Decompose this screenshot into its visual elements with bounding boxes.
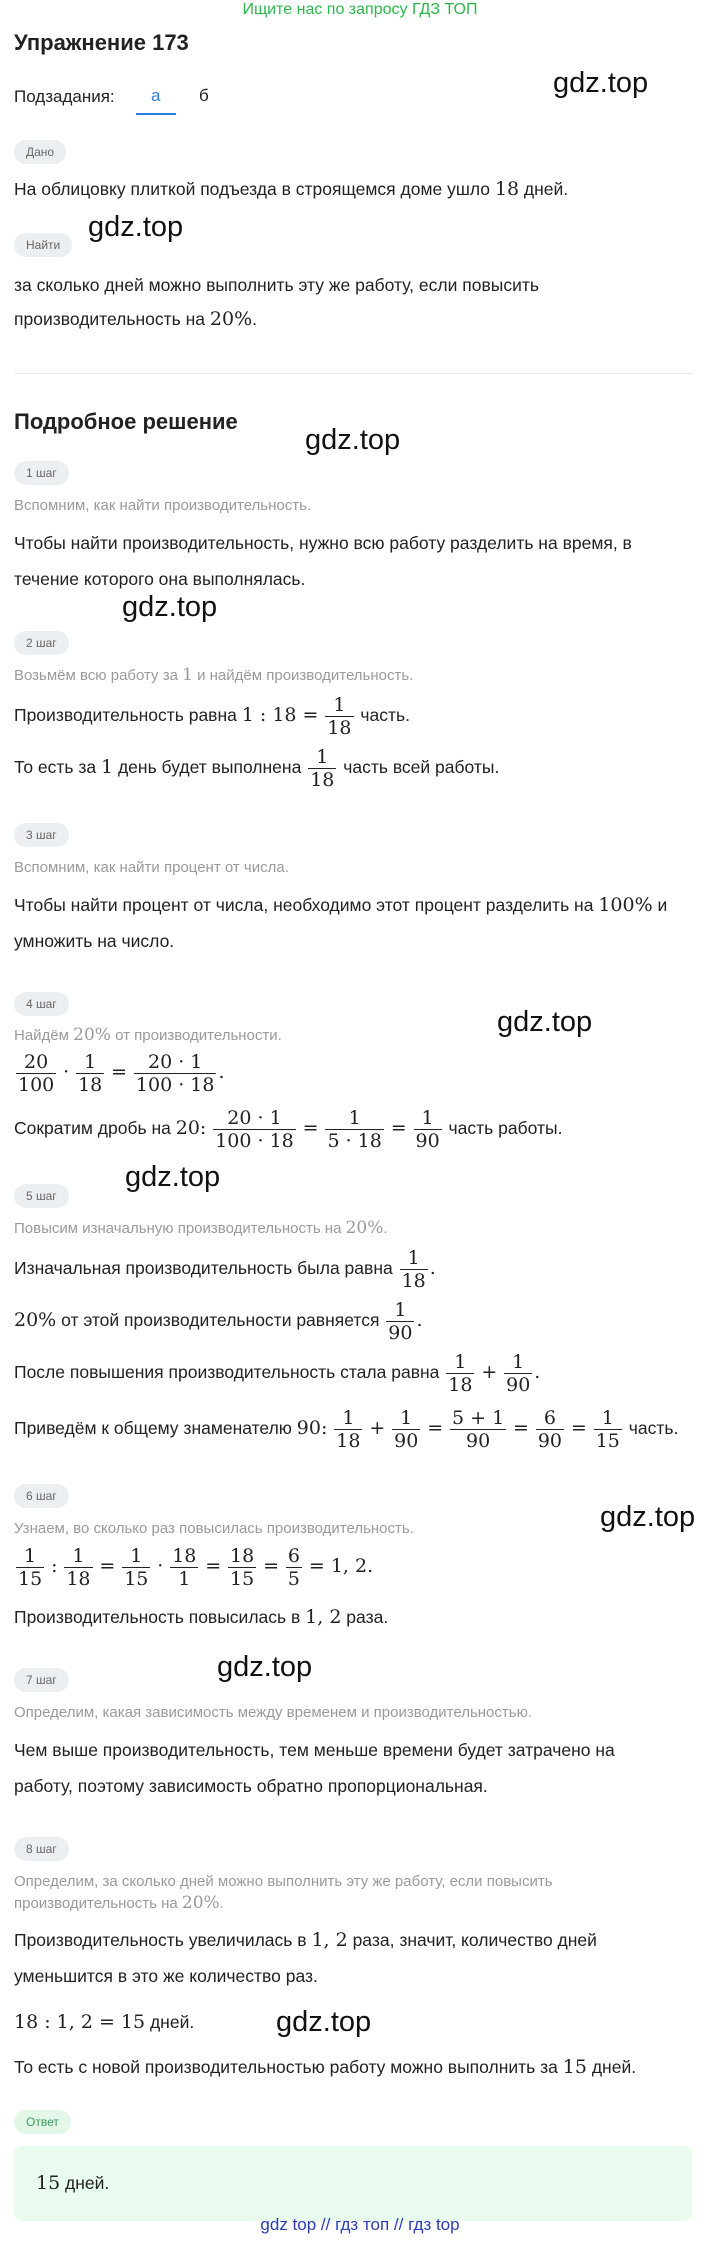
- step-chip: 4 шаг: [14, 992, 69, 1016]
- fraction: $\frac{1}{90}$: [506, 1351, 531, 1396]
- given-text: На облицовку плиткой подъезда в строящемся доме ушло 18 дней.: [14, 178, 569, 200]
- step-text: Чтобы найти процент от числа, необходимо этот процент разделить на 100% и: [14, 894, 668, 916]
- step-text: Сократим дробь на 20: $\frac{20 \cdot 1}{100 \cdot 18}$ = $\frac{1}{5 \cdot 18}$ = $\frac{1}{90}$ часть работы.: [14, 1107, 563, 1152]
- step-text: То есть с новой производительностью работу можно выполнить за 15 дней.: [14, 2056, 637, 2078]
- step-text: Производительность увеличилась в 1, 2 раза, значит, количество дней: [14, 1929, 597, 1951]
- fraction: $\frac{1}{18}$: [401, 1247, 426, 1292]
- watermark: gdz.top: [122, 591, 218, 623]
- step-hint: Вспомним, как найти процент от числа.: [14, 859, 289, 876]
- step-chip: 2 шаг: [14, 631, 69, 655]
- step-chip: 8 шаг: [14, 1837, 69, 1861]
- watermark: gdz.top: [88, 211, 184, 243]
- step-text: течение которого она выполнялась.: [14, 569, 306, 589]
- tab-a[interactable]: а: [151, 86, 161, 105]
- step-text: работу, поэтому зависимость обратно пропорциональная.: [14, 1776, 488, 1796]
- step-text: Производительность повысилась в 1, 2 раза.: [14, 1606, 389, 1628]
- fraction: $\frac{6}{90}$: [537, 1407, 563, 1452]
- watermark: gdz.top: [217, 1651, 313, 1683]
- step-text: Изначальная производительность была равна $\frac{1}{18}$ .: [14, 1247, 436, 1292]
- step-hint: Вспомним, как найти производительность.: [14, 497, 312, 514]
- step-text: Производительность равна 1 : 18 = $\frac{1}{18}$ часть.: [14, 694, 410, 739]
- step-chip: 5 шаг: [14, 1184, 69, 1208]
- fraction: $\frac{20}{100}$: [18, 1051, 55, 1096]
- find-chip: Найти: [14, 233, 72, 257]
- fraction: $\frac{1}{18}$: [78, 1051, 103, 1096]
- step-text: Чтобы найти производительность, нужно всю работу разделить на время, в: [14, 533, 632, 553]
- solution-title: Подробное решение: [14, 409, 238, 434]
- step-hint: Определим, какая зависимость между временем и производительностью.: [14, 1704, 532, 1721]
- step-chip: 1 шаг: [14, 461, 69, 485]
- fraction: $\frac{1}{15}$: [124, 1545, 149, 1590]
- subtasks-label: Подзадания:: [14, 87, 115, 106]
- fraction: $\frac{1}{18}$: [66, 1545, 91, 1590]
- step-hint: Определим, за сколько дней можно выполнить эту же работу, если повысить: [14, 1873, 553, 1890]
- find-text-line2: производительность на 20%.: [14, 308, 257, 330]
- fraction: $\frac{1}{90}$: [415, 1107, 440, 1152]
- step-text: 20% от этой производительности равняется $\frac{1}{90}$ .: [14, 1299, 423, 1344]
- fraction: $\frac{18}{15}$: [230, 1545, 255, 1590]
- step-hint: производительность на 20%.: [14, 1893, 224, 1913]
- step-text: 18 : 1, 2 = 15 дней.: [14, 2011, 195, 2033]
- step-text: То есть за 1 день будет выполнена $\frac{1}{18}$ часть всей работы.: [14, 746, 500, 791]
- fraction: $\frac{1}{18}$: [327, 694, 352, 739]
- step-hint: Узнаем, во сколько раз повысилась производительность.: [14, 1520, 414, 1537]
- fraction: $\frac{1}{15}$: [595, 1407, 620, 1452]
- fraction: $\frac{6}{5}$: [287, 1545, 300, 1590]
- fraction: $\frac{1}{90}$: [388, 1299, 413, 1344]
- answer-box: [14, 2146, 692, 2221]
- top-banner[interactable]: Ищите нас по запросу ГДЗ ТОП: [242, 1, 478, 18]
- step-text: После повышения производительность стала равна $\frac{1}{18}$ + $\frac{1}{90}$ .: [14, 1351, 541, 1396]
- fraction: $\frac{1}{5 \cdot 18}$: [327, 1107, 382, 1152]
- step-hint: Повысим изначальную производительность на 20%.: [14, 1218, 388, 1238]
- answer-text: 15 дней.: [36, 2172, 110, 2194]
- fraction: $\frac{1}{18}$: [448, 1351, 473, 1396]
- step-hint: Найдём 20% от производительности.: [14, 1025, 282, 1045]
- watermark: gdz.top: [276, 2006, 372, 2038]
- fraction: $\frac{20 \cdot 1}{100 \cdot 18}$: [215, 1107, 294, 1152]
- footer-links[interactable]: gdz top // гдз топ // гдз top: [260, 2215, 460, 2234]
- fraction: $\frac{1}{90}$: [394, 1407, 419, 1452]
- tab-active-indicator: [136, 113, 176, 115]
- page-title: Упражнение 173: [14, 30, 189, 55]
- step-chip: 7 шаг: [14, 1668, 69, 1692]
- find-text-line1: за сколько дней можно выполнить эту же работу, если повысить: [14, 275, 539, 295]
- answer-chip: Ответ: [14, 2110, 71, 2134]
- fraction: $\frac{5 + 1}{90}$: [451, 1407, 505, 1452]
- watermark: gdz.top: [600, 1501, 696, 1533]
- watermark: gdz.top: [497, 1006, 593, 1038]
- watermark: gdz.top: [125, 1161, 221, 1193]
- divider: [14, 373, 694, 374]
- step-formula: $\frac{1}{15}$ : $\frac{1}{18}$ = $\frac{1}{15}$ · $\frac{18}{1}$ = $\frac{18}{15}$ = $\frac{6}{5}$ = 1, 2.: [18, 1545, 374, 1590]
- step-text: умножить на число.: [14, 931, 175, 951]
- step-chip: 6 шаг: [14, 1484, 69, 1508]
- step-formula: $\frac{20}{100}$ · $\frac{1}{18}$ = $\frac{20 \cdot 1}{100 \cdot 18}$ .: [18, 1051, 225, 1096]
- step-text: Приведём к общему знаменателю 90: $\frac{1}{18}$ + $\frac{1}{90}$ = $\frac{5 + 1}{90}$ = $\frac{6}{90}$ = $\frac{1}{15}$ часть.: [14, 1407, 679, 1452]
- step-text: Чем выше производительность, тем меньше времени будет затрачено на: [14, 1740, 615, 1760]
- step-chip: 3 шаг: [14, 823, 69, 847]
- fraction: $\frac{1}{18}$: [310, 746, 335, 791]
- watermark: gdz.top: [553, 67, 649, 99]
- given-chip: Дано: [14, 140, 66, 164]
- fraction: $\frac{20 \cdot 1}{100 \cdot 18}$: [135, 1051, 215, 1096]
- fraction: $\frac{1}{15}$: [18, 1545, 43, 1590]
- step-text: уменьшится в это же количество раз.: [14, 1966, 318, 1986]
- watermark: gdz.top: [305, 424, 401, 456]
- fraction: $\frac{18}{1}$: [172, 1545, 197, 1590]
- fraction: $\frac{1}{18}$: [336, 1407, 361, 1452]
- tab-b[interactable]: б: [199, 86, 209, 105]
- step-hint: Возьмём всю работу за 1 и найдём производительность.: [14, 665, 414, 685]
